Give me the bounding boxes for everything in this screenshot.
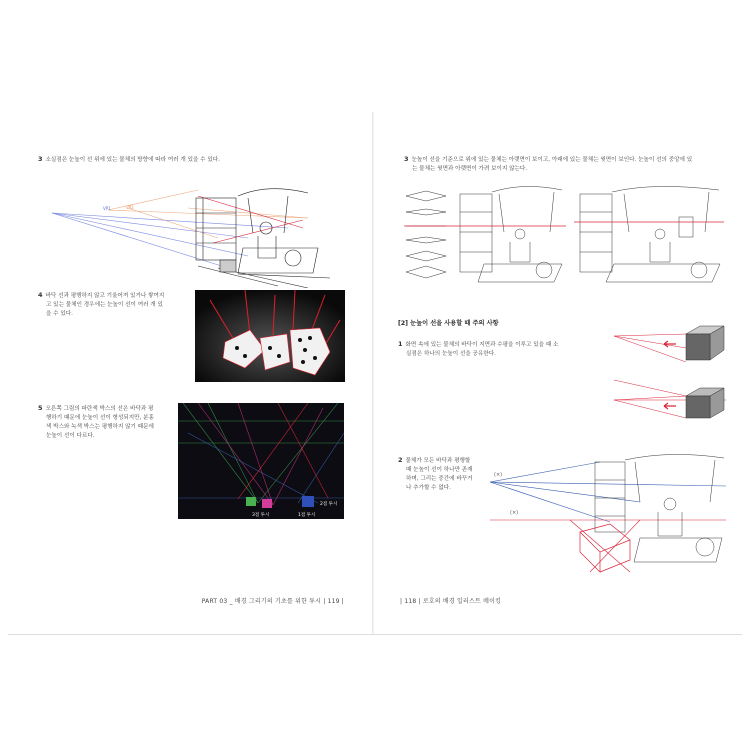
fig-box-shared-eye-level-bottom: [614, 374, 726, 420]
wrong-mark-2: (×): [510, 510, 519, 516]
fig-room-wrong-eye-levels: [490, 452, 726, 584]
item-number: 4: [38, 291, 43, 299]
left-item-5: [38, 404, 188, 441]
right-page: [378, 112, 742, 634]
fig-eye-level-room-right: [574, 182, 724, 286]
left-item-4: [38, 291, 188, 319]
item-text-line: 눈높이 선이 다르다.: [46, 433, 95, 439]
item-text-line: 화면 속에 있는 물체의 바닥이 지면과 수평을 이루고 있을 때 소: [405, 342, 559, 348]
fig-eye-level-room-left: [404, 182, 566, 286]
item-text-line: 때 눈높이 선이 하나만 존재: [406, 467, 473, 473]
right-item-2: [398, 456, 493, 493]
item-text-line: 색 박스와 녹색 박스는 평행하지 않기 때문에: [46, 424, 154, 430]
left-page: [8, 112, 368, 634]
right-folio: | 118 | 로호의 배경 일러스트 메이킹: [400, 598, 502, 605]
item-text-line: 오른쪽 그림의 파란색 박스의 선은 바닥과 평: [45, 406, 154, 412]
page-gutter: [372, 112, 374, 634]
item-text-line: 바닥 선과 평행하지 않고 기울어져 있거나 쌓여지: [45, 293, 165, 299]
item-text-line: 실점은 하나의 눈높이 선을 공유한다.: [406, 351, 496, 357]
item-text-line: 을 수 있다.: [46, 311, 73, 317]
wrong-mark-1: (×): [494, 472, 503, 478]
fig-dice-tilted: [195, 290, 345, 382]
page-bottom-edge: [8, 634, 742, 635]
item-number: 2: [398, 456, 403, 464]
label-two-point: 2점 투시: [320, 502, 338, 507]
fig-multiple-vanishing-points: [48, 178, 330, 288]
fig-three-boxes-perspective: [178, 403, 344, 519]
svg-text:VP2: VP2: [126, 205, 134, 210]
item-number: 3: [404, 155, 409, 163]
item-number: 5: [38, 404, 43, 412]
left-folio: PART 03 _ 배경 그리기의 기초를 위한 투시 | 119 |: [201, 598, 344, 605]
item-text-line: 나 추가할 수 없다.: [406, 485, 451, 491]
item-text-line: 하며, 그리는 중간에 바꾸거: [406, 476, 473, 482]
item-text: 소실점은 눈높이 선 위에 있는 물체의 방향에 따라 여러 개 있을 수 있다.: [45, 157, 220, 163]
right-item-1: [398, 340, 598, 359]
item-number: 3: [38, 155, 43, 163]
right-item-3: [404, 155, 726, 174]
section-subhead: [2] 눈높이 선을 사용할 때 주의 사항: [398, 320, 499, 327]
item-text-line: 고 있는 물체인 경우에는 눈높이 선이 여러 개 있: [46, 302, 163, 308]
label-one-point: 1점 투시: [298, 513, 316, 518]
item-text-line: 눈높이 선을 기준으로 위에 있는 물체는 아랫면이 보이고, 아래에 있는 물체는 윗면이 보인다. 눈높이 선의 중앙에 있: [411, 157, 693, 163]
label-three-point: 3점 투시: [252, 513, 270, 518]
item-number: 1: [398, 340, 403, 348]
item-text-line: 물체가 모든 바닥과 평행할: [405, 458, 471, 464]
left-item-3: [38, 155, 220, 165]
item-text-line: 행하기 때문에 눈높이 선이 형성되지만, 분홍: [46, 415, 154, 421]
item-text-line: 는 물체는 윗면과 아랫면이 가려 보이지 않는다.: [412, 166, 528, 172]
fig-box-shared-eye-level-top: [614, 322, 726, 362]
svg-text:VP1: VP1: [103, 206, 111, 211]
